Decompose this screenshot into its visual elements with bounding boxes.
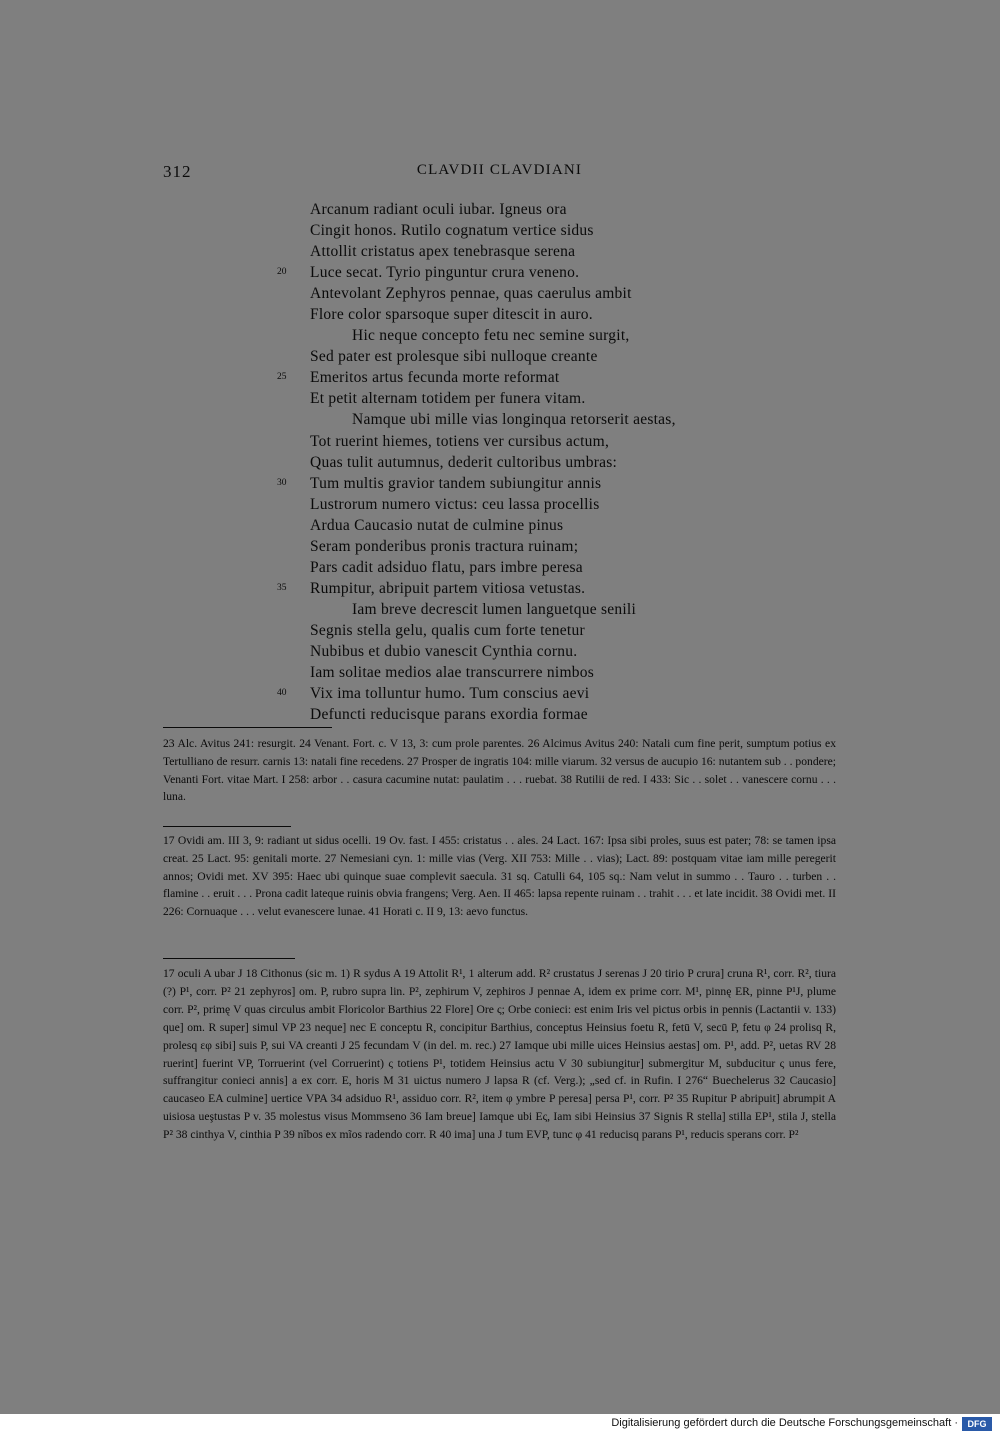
apparatus-divider — [163, 958, 295, 959]
footer-bar — [0, 1414, 1000, 1434]
verse-text: Et petit alternam totidem per funera vitam. — [310, 390, 586, 408]
verse-line — [0, 431, 1000, 452]
verse-text: Pars cadit adsiduo flatu, pars imbre peresa — [310, 558, 583, 576]
verse-line — [0, 388, 1000, 409]
verse-text: Luce secat. Tyrio pinguntur crura veneno. — [310, 264, 580, 282]
running-head: CLAVDII CLAVDIANI — [416, 162, 583, 178]
verse-text: Tot ruerint hiemes, totiens ver cursibus actum, — [310, 432, 610, 450]
verse-line — [0, 557, 1000, 578]
verse-text: Flore color sparsoque super ditescit in auro. — [310, 306, 593, 324]
footer-credit: Digitalisierung gefördert durch die Deutsche Forschungsgemeinschaft · — [611, 1417, 958, 1429]
verse-line — [0, 662, 1000, 683]
verse-text: Hic neque concepto fetu nec semine surgit, — [352, 327, 630, 345]
verse-line — [0, 220, 1000, 241]
verse-text: Nubibus et dubio vanescit Cynthia cornu. — [310, 642, 578, 660]
line-number: 35 — [277, 582, 287, 593]
verse-block — [0, 199, 1000, 725]
verse-line — [0, 325, 1000, 346]
verse-line — [0, 620, 1000, 641]
verse-text: Vix ima tolluntur humo. Tum conscius aevi — [310, 685, 590, 703]
line-number: 30 — [277, 477, 287, 488]
verse-text: Defuncti reducisque parans exordia formae — [310, 706, 588, 724]
verse-line — [0, 473, 1000, 494]
verse-line — [0, 452, 1000, 473]
verse-text: Segnis stella gelu, qualis cum forte tenetur — [310, 621, 585, 639]
verse-text: Lustrorum numero victus: ceu lassa procellis — [310, 495, 600, 513]
verse-text: Sed pater est prolesque sibi nulloque creante — [310, 348, 598, 366]
verse-line — [0, 599, 1000, 620]
verse-text: Quas tulit autumnus, dederit cultoribus umbras: — [310, 453, 618, 471]
line-number: 20 — [277, 267, 287, 278]
verse-line — [0, 346, 1000, 367]
verse-text: Cingit honos. Rutilo cognatum vertice sidus — [310, 222, 594, 240]
verse-line — [0, 536, 1000, 557]
page-header — [163, 162, 836, 186]
apparatus-loci-similes: 23 Alc. Avitus 241: resurgit. 24 Venant. Fort. c. V 13, 3: cum prole parentes. 26 Alcimus Avitus 240: Natali cum fine perit, sumptum potius ex Tertulliano de resurr. carnis 13: natali fine recedens. 27 Prosper de ingratis 104: mille viarum. 32 versus de aucupio 16: nutantem sub . . pondere; Venanti Fort. vitae Mart. I 258: arbor . . casura cacumine nutat: paulatim . . . ruebat. 38 Rutilii de red. I 433: Sic . . solet . . vanescere cornu . . . luna. — [163, 737, 836, 804]
verse-line — [0, 704, 1000, 725]
apparatus-divider — [163, 826, 291, 827]
verse-text: Tum multis gravior tandem subiungitur annis — [310, 474, 602, 492]
verse-line — [0, 262, 1000, 283]
verse-line — [0, 683, 1000, 704]
verse-line — [0, 494, 1000, 515]
apparatus-divider-short — [288, 727, 332, 728]
verse-line — [0, 641, 1000, 662]
verse-line — [0, 199, 1000, 220]
apparatus-critica: 17 oculi A ubar J 18 Cithonus (sic m. 1) R sydus A 19 Attolit R¹, 1 alterum add. R² crustatus J serenas J 20 tirio P crura] cruna R¹, corr. R², tiura (?) P¹, corr. P² 21 zephyros] om. P, rubro supra lin. P², zephirum V, zephiros J pennae A, idem ex prime corr. M¹, pinnę ER, pinne P¹J, plume corr. P², primę V quas circulus ambit Floricolor Barthius 22 Flore] Ore ς; Orbe conieci: est enim Iris vel pictus orbis in pennis (Lactantii v. 133) que] om. R super] simul VP 23 neque] nec E conceptu R, concipitur Barthius, conceptus Heinsius foetu R, fetū V, secū P, fetu φ 24 prolisq R, prolesq εφ sibi] suis P, sui VA creanti J 25 fecundam V (in del. m. rec.) 27 Iamque ubi mille uices Heinsius aestas] om. P¹, add. P², uetas RV 28 ruerint] fuerint VP, Torruerint (vel Corruerint) ς totiens P¹, totidem Heinsius actu V 30 subiungitur] submergitur M, subducitur ς unus fere, suffrangitur conieci annis] a ex corr. E, horis M 31 uictus numero J lapsa R (cf. Verg.); „sed cf. in Rufin. I 276“ Buechelerus 32 Caucasio] caucaseo EA culmine] uertice VPA 34 adsiduo R¹, assiduo corr. R², item φ ymbre P peresa] persa P¹, corr. P² 35 Rupitur P abripuit] abrumpit A uisiosa ueştustas P v. 35 molestus visus Mommseno 36 Iam breue] Iamque ubi Eς, Iam sibi Heinsius 37 Signis R stella] stilla EP¹, stila J, stella P² 38 cinthya V, cinthia P 39 nĩbos ex mĩos radendo corr. R 40 ima] una J tum EVP, tunc φ 41 reducisq parans P¹, reducis sperans corr. P² — [163, 967, 836, 1142]
verse-text: Attollit cristatus apex tenebrasque serena — [310, 243, 576, 261]
page-number: 312 — [163, 162, 192, 181]
verse-text: Emeritos artus fecunda morte reformat — [310, 369, 560, 387]
verse-text: Ardua Caucasio nutat de culmine pinus — [310, 516, 564, 534]
verse-line — [0, 367, 1000, 388]
verse-text: Rumpitur, abripuit partem vitiosa vetustas. — [310, 579, 586, 597]
verse-text: Namque ubi mille vias longinqua retorserit aestas, — [352, 411, 676, 429]
dfg-logo: DFG — [962, 1417, 992, 1431]
apparatus-divider — [163, 727, 305, 728]
verse-text: Antevolant Zephyros pennae, quas caerulus ambit — [310, 285, 632, 303]
verse-text: Iam breve decrescit lumen languetque senili — [352, 600, 637, 618]
verse-line — [0, 241, 1000, 262]
verse-line — [0, 304, 1000, 325]
verse-text: Arcanum radiant oculi iubar. Igneus ora — [310, 201, 567, 218]
apparatus-fontes: 17 Ovidi am. III 3, 9: radiant ut sidus ocelli. 19 Ov. fast. I 455: cristatus . . ales. 24 Lact. 167: Ipsa sibi proles, suus est pater; 78: se tamen ipsa creat. 25 Lact. 95: genitali morte. 27 Nemesiani cyn. 1: mille vias (Verg. XII 753: Mille . . vias); Lact. 89: postquam vitae iam mille peregerit annos; Ovidi met. XV 395: Haec ubi quinque suae complevit saecula. 31 sq. Catulli 64, 105 sq.: Nam velut in summo . . Tauro . . turben . . flamine . . eruit . . . Prona cadit lateque ruinis obvia frangens; Verg. Aen. II 465: lapsa repente ruinam . . trahit . . . et late incidit. 38 Ovidi met. II 226: Cornuaque . . . velut evanescere lunae. 41 Horati c. II 9, 13: aevo functus. — [163, 834, 836, 919]
line-number: 40 — [277, 688, 287, 699]
line-number: 25 — [277, 372, 287, 383]
verse-line — [0, 409, 1000, 430]
verse-line — [0, 578, 1000, 599]
verse-text: Seram ponderibus pronis tractura ruinam; — [310, 537, 579, 555]
verse-line — [0, 515, 1000, 536]
verse-text: Iam solitae medios alae transcurrere nimbos — [310, 664, 595, 682]
verse-line — [0, 283, 1000, 304]
